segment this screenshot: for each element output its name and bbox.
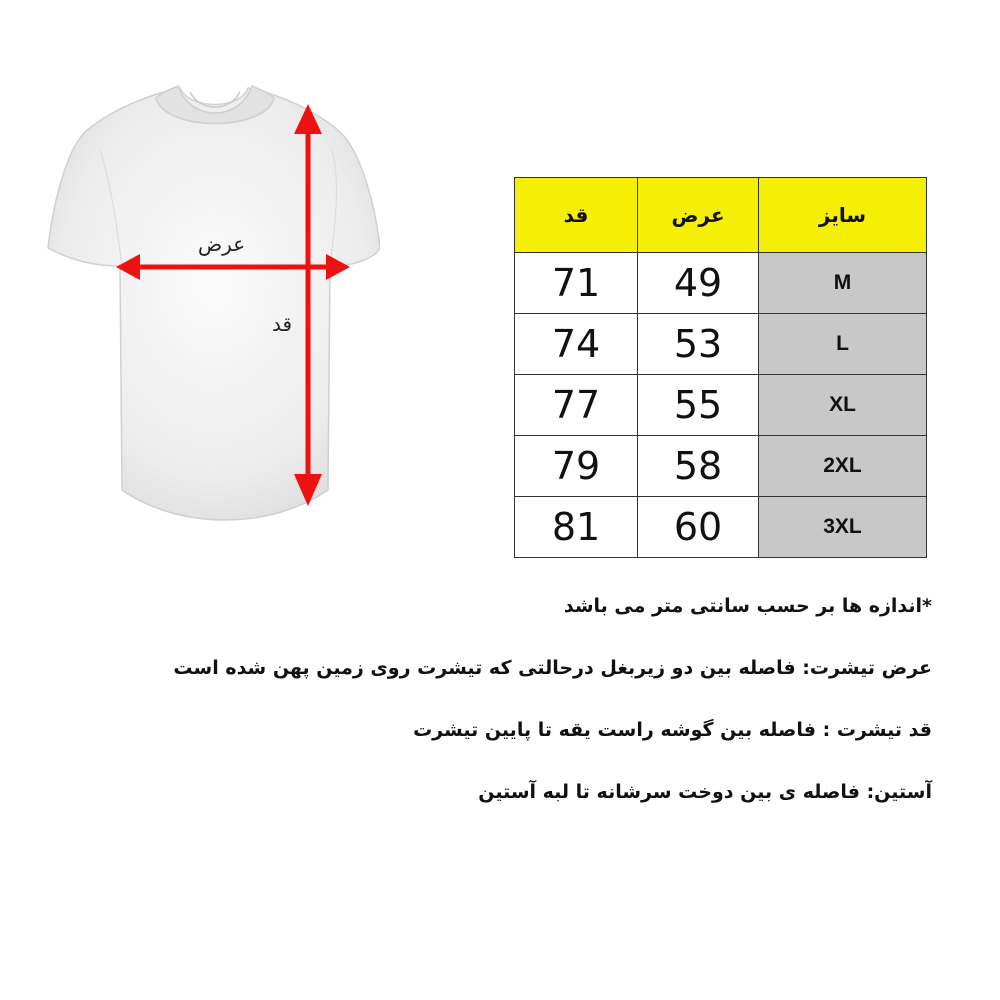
height-cell: 74 xyxy=(515,314,638,375)
note-units: *اندازه ها بر حسب سانتی متر می باشد xyxy=(563,595,932,617)
height-cell: 79 xyxy=(515,436,638,497)
height-cell: 81 xyxy=(515,497,638,558)
size-cell: 3XL xyxy=(759,497,927,558)
table-row xyxy=(515,497,927,558)
width-cell: 60 xyxy=(638,497,759,558)
size-cell: 2XL xyxy=(759,436,927,497)
tshirt-icon xyxy=(40,70,380,540)
width-cell: 55 xyxy=(638,375,759,436)
width-label: عرض xyxy=(198,232,246,256)
header-width: عرض xyxy=(638,178,759,253)
note-width-definition: عرض تیشرت: فاصله بین دو زیربغل درحالتی که تیشرت روی زمین پهن شده است xyxy=(173,657,932,679)
size-cell: XL xyxy=(759,375,927,436)
table-header-row xyxy=(515,178,927,253)
height-cell: 71 xyxy=(515,253,638,314)
width-cell: 53 xyxy=(638,314,759,375)
note-height-definition: قد تیشرت : فاصله بین گوشه راست یقه تا پایین تیشرت xyxy=(413,719,932,741)
size-chart-table xyxy=(514,177,927,558)
size-cell: L xyxy=(759,314,927,375)
tshirt-illustration xyxy=(40,70,380,540)
table-row xyxy=(515,375,927,436)
width-cell: 49 xyxy=(638,253,759,314)
height-label: قد xyxy=(272,312,293,336)
table-row xyxy=(515,314,927,375)
table-row xyxy=(515,436,927,497)
width-cell: 58 xyxy=(638,436,759,497)
header-height: قد xyxy=(515,178,638,253)
size-cell: M xyxy=(759,253,927,314)
note-sleeve-definition: آستین: فاصله ی بین دوخت سرشانه تا لبه آستین xyxy=(478,781,932,803)
height-cell: 77 xyxy=(515,375,638,436)
header-size: سایز xyxy=(759,178,927,253)
table-row xyxy=(515,253,927,314)
